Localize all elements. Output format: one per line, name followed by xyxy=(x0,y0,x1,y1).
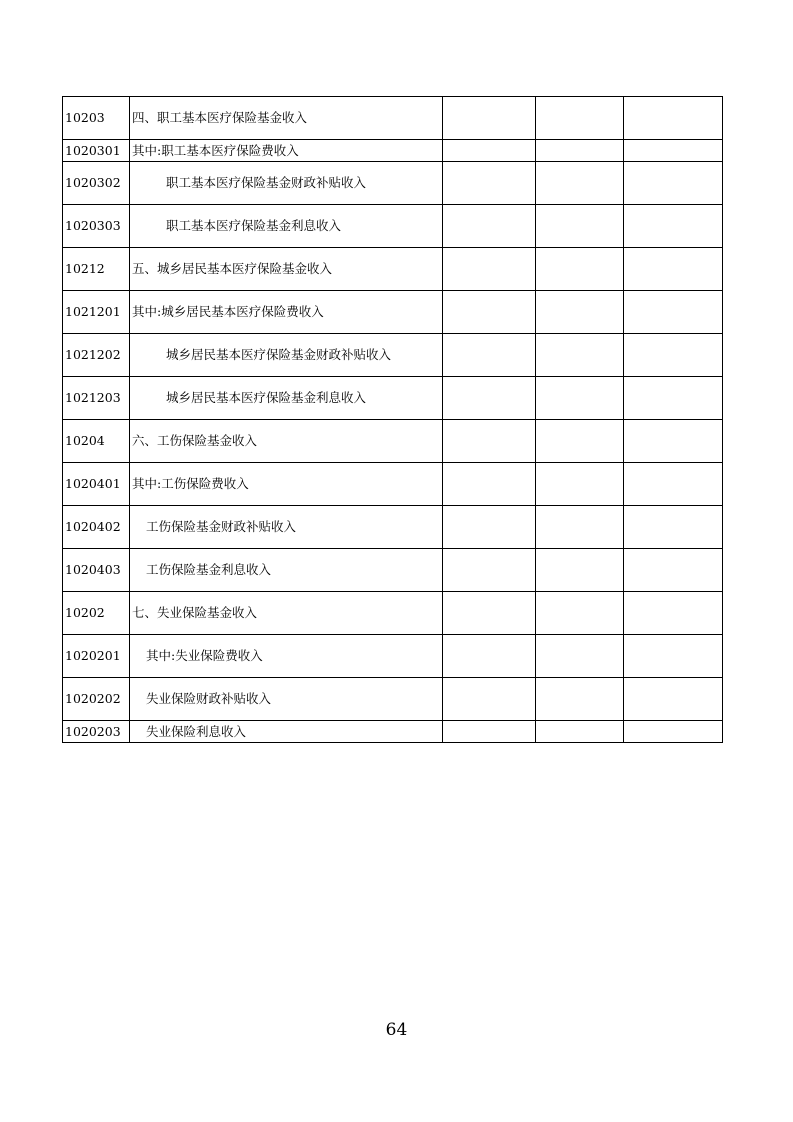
row-code: 1020401 xyxy=(63,463,130,506)
value-cell xyxy=(443,463,536,506)
row-code: 1020202 xyxy=(63,678,130,721)
row-code: 10203 xyxy=(63,97,130,140)
value-cell xyxy=(443,549,536,592)
row-name: 其中:职工基本医疗保险费收入 xyxy=(130,140,443,162)
value-cell xyxy=(536,549,624,592)
value-cell xyxy=(443,248,536,291)
row-name: 其中:工伤保险费收入 xyxy=(130,463,443,506)
value-cell xyxy=(624,506,723,549)
row-code: 1020301 xyxy=(63,140,130,162)
table-row xyxy=(63,248,723,291)
table-row xyxy=(63,549,723,592)
page-number: 64 xyxy=(385,1020,408,1040)
table-row xyxy=(63,592,723,635)
value-cell xyxy=(443,678,536,721)
table-row xyxy=(63,420,723,463)
value-cell xyxy=(443,377,536,420)
table-row xyxy=(63,635,723,678)
row-code: 10202 xyxy=(63,592,130,635)
value-cell xyxy=(443,420,536,463)
value-cell xyxy=(624,420,723,463)
value-cell xyxy=(536,420,624,463)
value-cell xyxy=(624,162,723,205)
value-cell xyxy=(624,463,723,506)
table-row xyxy=(63,506,723,549)
row-code: 1021203 xyxy=(63,377,130,420)
value-cell xyxy=(536,506,624,549)
row-code: 1020203 xyxy=(63,721,130,743)
value-cell xyxy=(624,140,723,162)
row-name: 职工基本医疗保险基金财政补贴收入 xyxy=(130,162,443,205)
row-code: 1020402 xyxy=(63,506,130,549)
value-cell xyxy=(536,140,624,162)
row-name: 六、工伤保险基金收入 xyxy=(130,420,443,463)
row-name: 其中:城乡居民基本医疗保险费收入 xyxy=(130,291,443,334)
row-name: 五、城乡居民基本医疗保险基金收入 xyxy=(130,248,443,291)
table-row xyxy=(63,97,723,140)
value-cell xyxy=(536,248,624,291)
value-cell xyxy=(624,721,723,743)
value-cell xyxy=(624,635,723,678)
row-name: 四、职工基本医疗保险基金收入 xyxy=(130,97,443,140)
table-row xyxy=(63,291,723,334)
row-code: 1020303 xyxy=(63,205,130,248)
value-cell xyxy=(443,506,536,549)
table-row xyxy=(63,162,723,205)
value-cell xyxy=(536,592,624,635)
row-name: 职工基本医疗保险基金利息收入 xyxy=(130,205,443,248)
value-cell xyxy=(536,463,624,506)
row-name: 工伤保险基金财政补贴收入 xyxy=(130,506,443,549)
table-row xyxy=(63,377,723,420)
value-cell xyxy=(536,721,624,743)
row-name: 工伤保险基金利息收入 xyxy=(130,549,443,592)
value-cell xyxy=(624,592,723,635)
value-cell xyxy=(443,205,536,248)
value-cell xyxy=(536,162,624,205)
value-cell xyxy=(624,334,723,377)
value-cell xyxy=(536,97,624,140)
value-cell xyxy=(536,377,624,420)
row-code: 1020403 xyxy=(63,549,130,592)
value-cell xyxy=(624,205,723,248)
table-row xyxy=(63,721,723,743)
value-cell xyxy=(624,248,723,291)
row-code: 1020201 xyxy=(63,635,130,678)
row-name: 其中:失业保险费收入 xyxy=(130,635,443,678)
row-name: 失业保险财政补贴收入 xyxy=(130,678,443,721)
row-code: 1021201 xyxy=(63,291,130,334)
value-cell xyxy=(536,678,624,721)
value-cell xyxy=(443,140,536,162)
value-cell xyxy=(443,97,536,140)
table-row xyxy=(63,334,723,377)
value-cell xyxy=(536,291,624,334)
value-cell xyxy=(443,291,536,334)
value-cell xyxy=(536,334,624,377)
value-cell xyxy=(443,635,536,678)
value-cell xyxy=(536,635,624,678)
budget-table xyxy=(62,96,723,743)
table-row xyxy=(63,463,723,506)
table-row xyxy=(63,205,723,248)
row-name: 城乡居民基本医疗保险基金财政补贴收入 xyxy=(130,334,443,377)
row-code: 1021202 xyxy=(63,334,130,377)
value-cell xyxy=(443,334,536,377)
value-cell xyxy=(536,205,624,248)
table-row xyxy=(63,140,723,162)
value-cell xyxy=(443,721,536,743)
row-name: 七、失业保险基金收入 xyxy=(130,592,443,635)
value-cell xyxy=(624,678,723,721)
value-cell xyxy=(624,291,723,334)
value-cell xyxy=(443,162,536,205)
row-code: 10212 xyxy=(63,248,130,291)
table-row xyxy=(63,678,723,721)
row-name: 失业保险利息收入 xyxy=(130,721,443,743)
value-cell xyxy=(624,97,723,140)
value-cell xyxy=(624,549,723,592)
row-name: 城乡居民基本医疗保险基金利息收入 xyxy=(130,377,443,420)
value-cell xyxy=(624,377,723,420)
row-code: 1020302 xyxy=(63,162,130,205)
row-code: 10204 xyxy=(63,420,130,463)
value-cell xyxy=(443,592,536,635)
